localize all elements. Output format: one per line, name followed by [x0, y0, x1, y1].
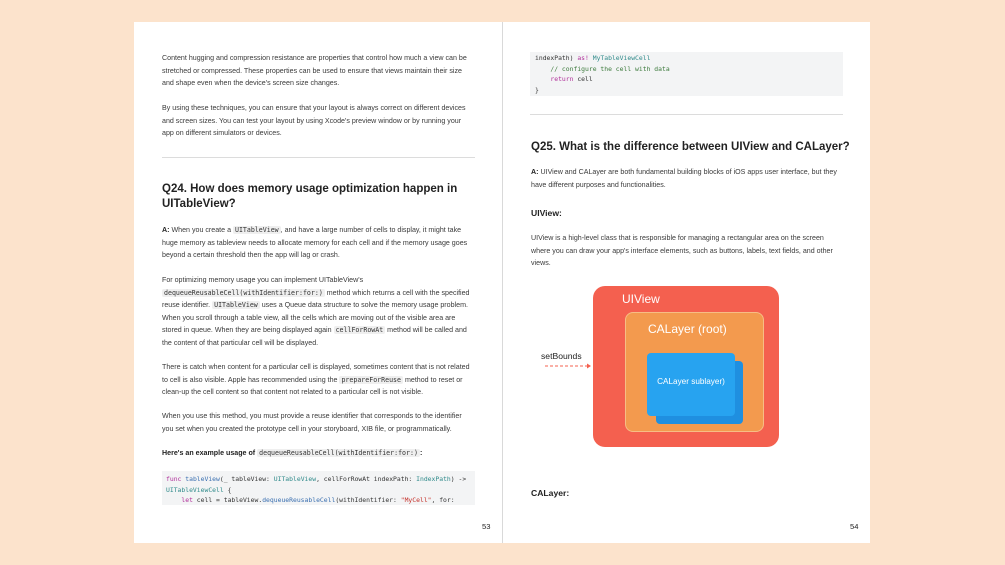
code-token: indexPath): [535, 54, 578, 62]
example-label: Here's an example usage of: [162, 449, 258, 457]
text: There is catch when content for a particular cell is displayed, sometimes content that is not related to cell is also visible. Apple has recommended using the: [162, 363, 470, 384]
code-token: "MyCell": [400, 496, 432, 505]
q25-answer: [531, 166, 843, 191]
q24-heading: Q24. How does memory usage optimization happen in UITableView?: [162, 183, 458, 210]
paragraph-content-hugging: Content hugging and compression resistance are properties that control how much a view can be stretched or compressed. These properties can be used to ensure that views maintain their size and shape even when the device's screen size changes.: [162, 54, 467, 88]
text: For optimizing memory usage you can implement UITableView's: [162, 276, 364, 284]
answer-text: UIView and CALayer are both fundamental building blocks of iOS apps user interface, but they have different purposes and functionalities.: [531, 168, 837, 189]
uiview-heading: UIView:: [531, 208, 562, 218]
text: uses a Queue data structure to solve the memory usage problem. When you scroll through a table view, all the cells which are moving out of the visible area are stored in queue. When they are being displayed again: [162, 301, 468, 335]
section-divider: [530, 114, 843, 115]
uiview-description: UIView is a high-level class that is responsible for managing a rectangular area on the screen where you can draw your app's interface elements, such as buttons, labels, text fields, and other views.: [531, 234, 833, 268]
answer-text: When you create a: [169, 226, 233, 234]
uiview-label: UIView: [622, 292, 660, 306]
code-token: , for:: [431, 496, 455, 505]
code-token: (withIdentifier:: [335, 496, 401, 505]
calayer-root-label: CALayer (root): [648, 322, 727, 336]
example-caption: [162, 447, 474, 460]
answer-text: , and have a large number of cells to display, it might take huge memory as tableview needs to allocate memory for each cell and if the memory usage goes beyond a certain threshold then the app will lag or crash.: [162, 226, 468, 260]
right-page: [503, 22, 870, 543]
text: method to reset or clean-up the cell content so that content not related to a particular cell is not visible.: [162, 375, 463, 397]
calayer-sublayer-label: CALayer sublayer): [657, 377, 725, 386]
text: method will be called and the content of that particular cell will be displayed.: [162, 326, 467, 347]
answer-label: A:: [531, 168, 539, 176]
setbounds-label: setBounds: [541, 351, 582, 361]
code-token: }: [535, 85, 539, 94]
inline-code: UITableView: [214, 301, 258, 310]
code-token: as!: [577, 54, 589, 62]
code-token: ) ->: [450, 475, 467, 483]
code-token: MyTableViewCell: [588, 54, 651, 62]
calayer-heading: CALayer:: [531, 488, 570, 498]
code-token: cell = tableView.: [192, 496, 263, 505]
section-divider: [162, 157, 475, 158]
q25-heading: Q25. What is the difference between UIView and CALayer?: [531, 141, 850, 153]
page-number-right: 54: [850, 522, 859, 531]
inline-code: prepareForReuse: [341, 375, 401, 384]
q24-answer: [162, 224, 474, 262]
code-token: , cellForRowAt indexPath:: [316, 475, 417, 483]
code-block-left: [162, 471, 475, 505]
code-token: UITableView: [273, 475, 317, 483]
code-token: let: [181, 496, 193, 505]
code-token: IndexPath: [416, 475, 451, 483]
page-number-left: 53: [482, 522, 491, 531]
code-token: {: [223, 485, 232, 494]
inline-code: dequeueReusableCell(withIdentifier:for:): [164, 288, 323, 297]
paragraph-layout-techniques: By using these techniques, you can ensure that your layout is always correct on different devices and screen sizes. You can test your layout by using Xcode's preview window or by running your app on different simulators or devices.: [162, 104, 466, 138]
inline-code: dequeueReusableCell(withIdentifier:for:): [259, 449, 418, 457]
inline-code: UITableView: [234, 226, 279, 234]
code-token: cell: [573, 75, 593, 84]
example-colon: :: [419, 449, 423, 457]
answer-label: A:: [162, 226, 170, 234]
q24-paragraph-reuse-identifier: When you use this method, you must provide a reuse identifier that corresponds to the identifier you set when you created the prototype cell in your storyboard, XIB file, or programmatically.: [162, 412, 462, 433]
q24-paragraph-dequeue: [162, 274, 474, 350]
code-token: (_ tableView:: [219, 475, 274, 483]
inline-code: cellForRowAt: [335, 326, 384, 335]
code-token: func: [166, 475, 182, 483]
code-block-right: [530, 52, 843, 96]
text: method which returns a cell with the specified reuse identifier.: [162, 288, 470, 310]
q24-paragraph-prepare-for-reuse: [162, 361, 474, 399]
setbounds-arrow: [545, 362, 625, 370]
code-token: dequeueReusableCell: [262, 496, 336, 505]
code-token: return: [550, 75, 574, 84]
code-token: UITableViewCell: [166, 485, 224, 494]
book-gutter: [502, 22, 503, 543]
code-token: tableView: [185, 475, 220, 483]
code-token: // configure the cell with data: [550, 64, 670, 73]
